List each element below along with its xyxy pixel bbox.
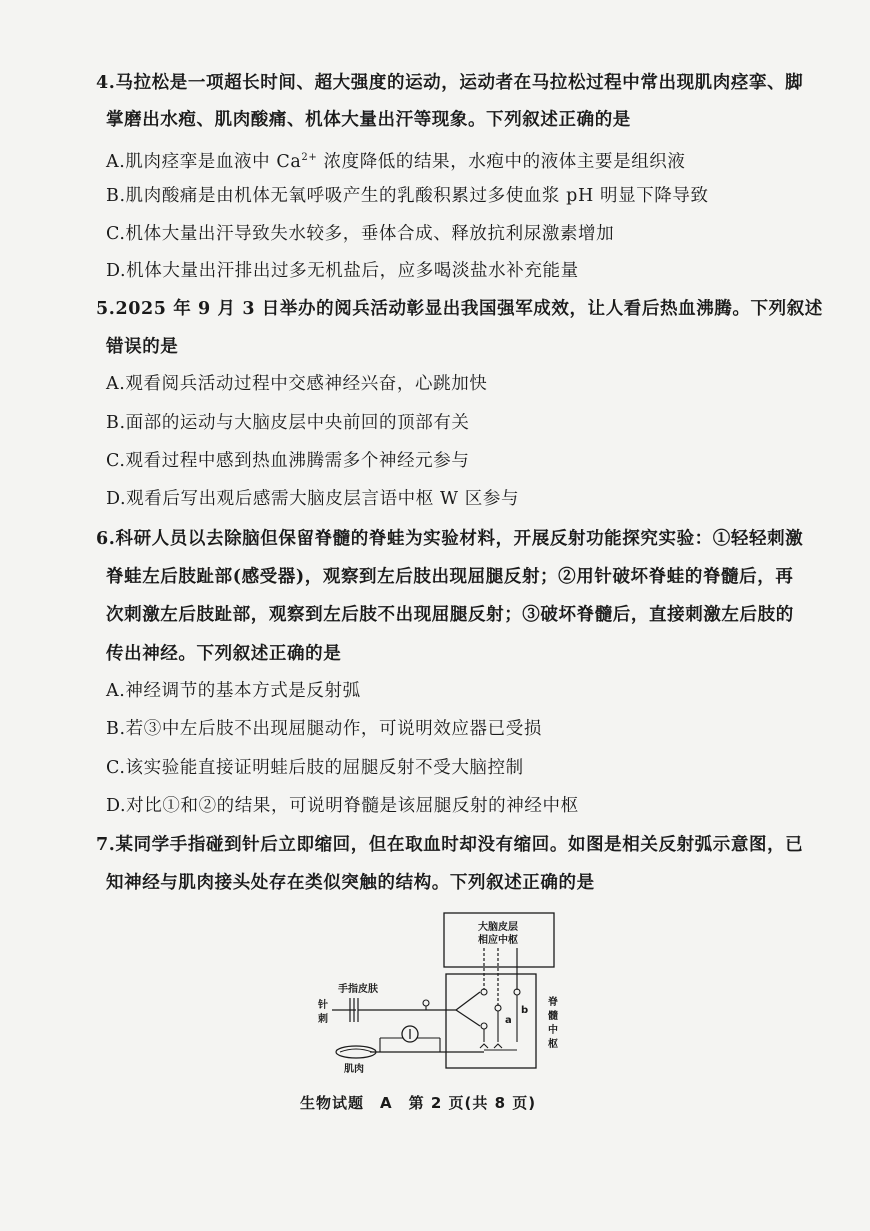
- ganglion-icon: [423, 1000, 429, 1006]
- q6-stem-line2: 脊蛙左后肢趾部(感受器)，观察到左后肢出现屈腿反射；②用针破坏脊蛙的脊髓后，再: [106, 567, 794, 587]
- point-a-label: a: [505, 1015, 512, 1026]
- q4-stem-line1: 4.马拉松是一项超长时间、超大强度的运动，运动者在马拉松过程中常出现肌肉痉挛、脚: [96, 73, 804, 93]
- q4-option-b: B.肌肉酸痛是由机体无氧呼吸产生的乳酸积累过多使血浆 pH 明显下降导致: [106, 186, 709, 206]
- q7-stem-line2: 知神经与肌肉接头处存在类似突触的结构。下列叙述正确的是: [106, 873, 595, 893]
- q4-stem-line2: 掌磨出水疱、肌肉酸痛、机体大量出汗等现象。下列叙述正确的是: [106, 110, 631, 130]
- spinal-label-2: 髓: [548, 1011, 558, 1022]
- q6-option-b: B.若③中左后肢不出现屈腿动作，可说明效应器已受损: [106, 719, 542, 739]
- spinal-cord-box: [446, 974, 536, 1068]
- point-b-label: b: [521, 1005, 529, 1016]
- q5-option-b: B.面部的运动与大脑皮层中央前回的顶部有关: [106, 413, 470, 433]
- q4-option-c: C.机体大量出汗导致失水较多，垂体合成、释放抗利尿激素增加: [106, 224, 615, 244]
- q5-option-d: D.观看后写出观后感需大脑皮层言语中枢 W 区参与: [106, 489, 520, 509]
- interneuron-lower: [456, 1010, 480, 1026]
- q4-option-a: [106, 146, 686, 174]
- needle-label-1: 针: [318, 1000, 328, 1011]
- reflex-arc-diagram: [310, 910, 572, 1082]
- page-footer: 生物试题 A 第 2 页(共 8 页): [300, 1094, 537, 1112]
- interneuron-upper: [456, 992, 480, 1010]
- synapse-endings: [480, 1044, 502, 1048]
- q6-stem-line1: 6.科研人员以去除脑但保留脊髓的脊蛙为实验材料，开展反射功能探究实验：①轻轻刺激: [96, 529, 804, 549]
- brain-label-1: 大脑皮层: [478, 922, 518, 933]
- skin-label: 手指皮肤: [338, 984, 378, 995]
- q6-option-d: D.对比①和②的结果，可说明脊髓是该屈腿反射的神经中枢: [106, 796, 579, 816]
- q7-stem-line1: 7.某同学手指碰到针后立即缩回，但在取血时却没有缩回。如图是相关反射弧示意图，已: [96, 835, 804, 855]
- brain-label-2: 相应中枢: [478, 935, 518, 946]
- q5-option-a: A.观看阅兵活动过程中交感神经兴奋，心跳加快: [106, 374, 488, 394]
- needle-label-2: 刺: [318, 1014, 328, 1025]
- spinal-label-4: 枢: [548, 1039, 558, 1050]
- muscle-fiber: [340, 1049, 372, 1052]
- q6-stem-line4: 传出神经。下列叙述正确的是: [106, 644, 342, 664]
- q4-option-d: D.机体大量出汗排出过多无机盐后，应多喝淡盐水补充能量: [106, 261, 579, 281]
- q6-option-c: C.该实验能直接证明蛙后肢的屈腿反射不受大脑控制: [106, 758, 524, 778]
- spinal-label-1: 脊: [548, 997, 558, 1008]
- q5-stem-line2: 错误的是: [106, 337, 179, 357]
- q5-option-c: C.观看过程中感到热血沸腾需多个神经元参与: [106, 451, 470, 471]
- q6-stem-line3: 次刺激左后肢趾部，观察到左后肢不出现屈腿反射；③破坏脊髓后，直接刺激左后肢的: [106, 605, 794, 625]
- q4-option-a-pre: A.肌肉痉挛是血液中 Ca: [106, 151, 302, 172]
- muscle-label: 肌肉: [344, 1064, 364, 1075]
- q4-option-a-superscript: 2+: [301, 152, 318, 163]
- q5-stem-line1: 5.2025 年 9 月 3 日举办的阅兵活动彰显出我国强军成效，让人看后热血沸腾。下列叙述: [96, 299, 823, 319]
- q6-option-a: A.神经调节的基本方式是反射弧: [106, 681, 361, 701]
- q4-option-a-post: 浓度降低的结果，水疱中的液体主要是组织液: [317, 151, 686, 172]
- spinal-label-3: 中: [548, 1025, 558, 1036]
- synapse-2: [481, 1023, 487, 1029]
